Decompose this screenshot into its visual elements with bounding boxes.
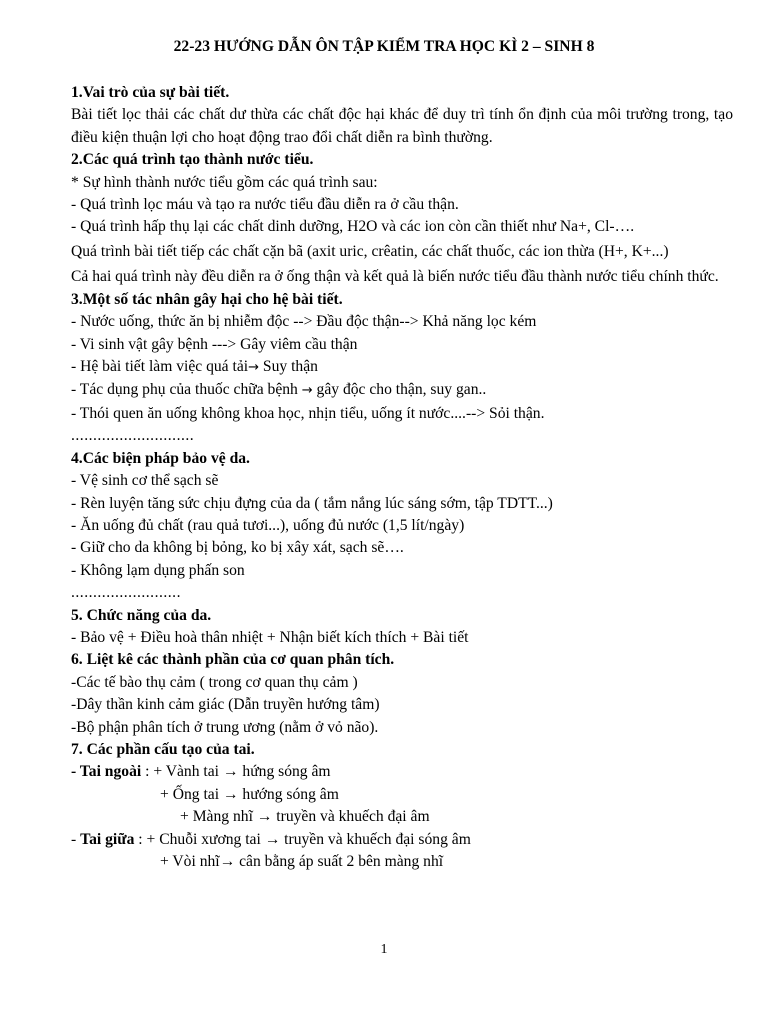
outer-ear-label: - Tai ngoài: [71, 763, 142, 781]
document-body: [71, 82, 733, 873]
middle-ear-label: Tai giữa: [80, 830, 135, 848]
section-3-line-5: - Thói quen ăn uống không khoa học, nhịn tiểu, uống ít nước....--> Sỏi thận.: [71, 404, 545, 422]
section-3-line-2: - Vi sinh vật gây bệnh ---> Gây viêm cầu thận: [71, 335, 358, 353]
section-3-line-4: [71, 379, 733, 402]
section-4-line-5: - Không lạm dụng phấn son: [71, 561, 245, 579]
outer-ear-part-2: + Ống tai → hướng sóng âm: [160, 785, 339, 803]
section-2-paragraph-3: Cả hai quá trình này đều diễn ra ở ống thận và kết quả là biến nước tiểu đầu thành nước tiểu chính thức.: [71, 267, 719, 285]
section-7-heading: 7. Các phần cấu tạo của tai.: [71, 740, 255, 758]
section-3-line-4-result: gây độc cho thận, suy gan..: [312, 381, 487, 399]
section-4-dots: .........................: [71, 584, 181, 602]
section-3-line-3-text: - Hệ bài tiết làm việc quá tải: [71, 358, 249, 376]
section-4-line-4: - Giữ cho da không bị bỏng, ko bị xây xát, sạch sẽ….: [71, 539, 404, 557]
section-3-heading: 3.Một số tác nhân gây hại cho hệ bài tiết.: [71, 290, 343, 308]
section-1-paragraph: Bài tiết lọc thải các chất dư thừa các chất độc hại khác để duy trì tính ổn định của môi trường trong, tạo điều kiện thuận lợi cho hoạt động trao đổi chất diễn ra bình thường.: [71, 106, 733, 146]
section-3-line-4-text: - Tác dụng phụ của thuốc chữa bệnh: [71, 381, 302, 399]
outer-ear-part-1: : + Vành tai → hứng sóng âm: [141, 763, 331, 781]
middle-ear-line-1: [71, 829, 733, 851]
section-4-heading: 4.Các biện pháp bảo vệ da.: [71, 449, 250, 467]
section-4-line-1: - Vệ sinh cơ thể sạch sẽ: [71, 472, 219, 490]
section-5-line-1: - Bảo vệ + Điều hoà thân nhiệt + Nhận biết kích thích + Bài tiết: [71, 628, 469, 646]
section-2-line-1: * Sự hình thành nước tiểu gồm các quá trình sau:: [71, 173, 378, 191]
section-6-line-3: -Bộ phận phân tích ở trung ương (nằm ở vỏ não).: [71, 718, 379, 736]
section-6-line-1: -Các tế bào thụ cảm ( trong cơ quan thụ cảm ): [71, 673, 358, 691]
right-arrow-icon: →: [248, 360, 259, 376]
outer-ear-line-1: [71, 761, 733, 783]
section-5-heading: 5. Chức năng của da.: [71, 606, 212, 624]
section-2-paragraph-2: Quá trình bài tiết tiếp các chất cặn bã (axit uric, crêatin, các chất thuốc, các ion thừa (H+, K+...): [71, 242, 669, 260]
outer-ear-part-3: + Màng nhĩ → truyền và khuếch đại âm: [180, 808, 430, 826]
page-number: 1: [380, 942, 388, 957]
section-4-line-2: - Rèn luyện tăng sức chịu đựng của da ( tắm nắng lúc sáng sớm, tập TDTT...): [71, 494, 553, 512]
section-6-heading: 6. Liệt kê các thành phần của cơ quan phân tích.: [71, 651, 395, 669]
middle-ear-part-1: : + Chuỗi xương tai → truyền và khuếch đại sóng âm: [134, 830, 471, 848]
middle-ear-part-2: + Vòi nhĩ→ cân bằng áp suất 2 bên màng nhĩ: [160, 853, 444, 870]
right-arrow-icon: →: [301, 383, 313, 399]
section-4-line-3: - Ăn uống đủ chất (rau quả tươi...), uống đủ nước (1,5 lít/ngày): [71, 516, 465, 534]
middle-ear-prefix: -: [71, 830, 81, 848]
section-6-line-2: -Dây thần kinh cảm giác (Dẫn truyền hướng tâm): [71, 696, 380, 714]
section-3-line-3-result: Suy thận: [259, 358, 318, 376]
section-2-heading: 2.Các quá trình tạo thành nước tiểu.: [71, 151, 314, 169]
document-title: 22-23 HƯỚNG DẪN ÔN TẬP KIỂM TRA HỌC KÌ 2 – SINH 8: [173, 38, 595, 55]
section-3-dots: ............................: [71, 427, 195, 445]
section-2-line-2: - Quá trình lọc máu và tạo ra nước tiểu đầu diễn ra ở cầu thận.: [71, 196, 459, 214]
section-3-line-3: [71, 356, 733, 379]
section-1-heading: 1.Vai trò của sự bài tiết.: [71, 84, 230, 101]
section-3-line-1: - Nước uống, thức ăn bị nhiễm độc --> Đầu độc thận--> Khả năng lọc kém: [71, 313, 537, 331]
section-2-line-3: - Quá trình hấp thụ lại các chất dinh dưỡng, H2O và các ion còn cần thiết như Na+, Cl-….: [71, 218, 635, 236]
